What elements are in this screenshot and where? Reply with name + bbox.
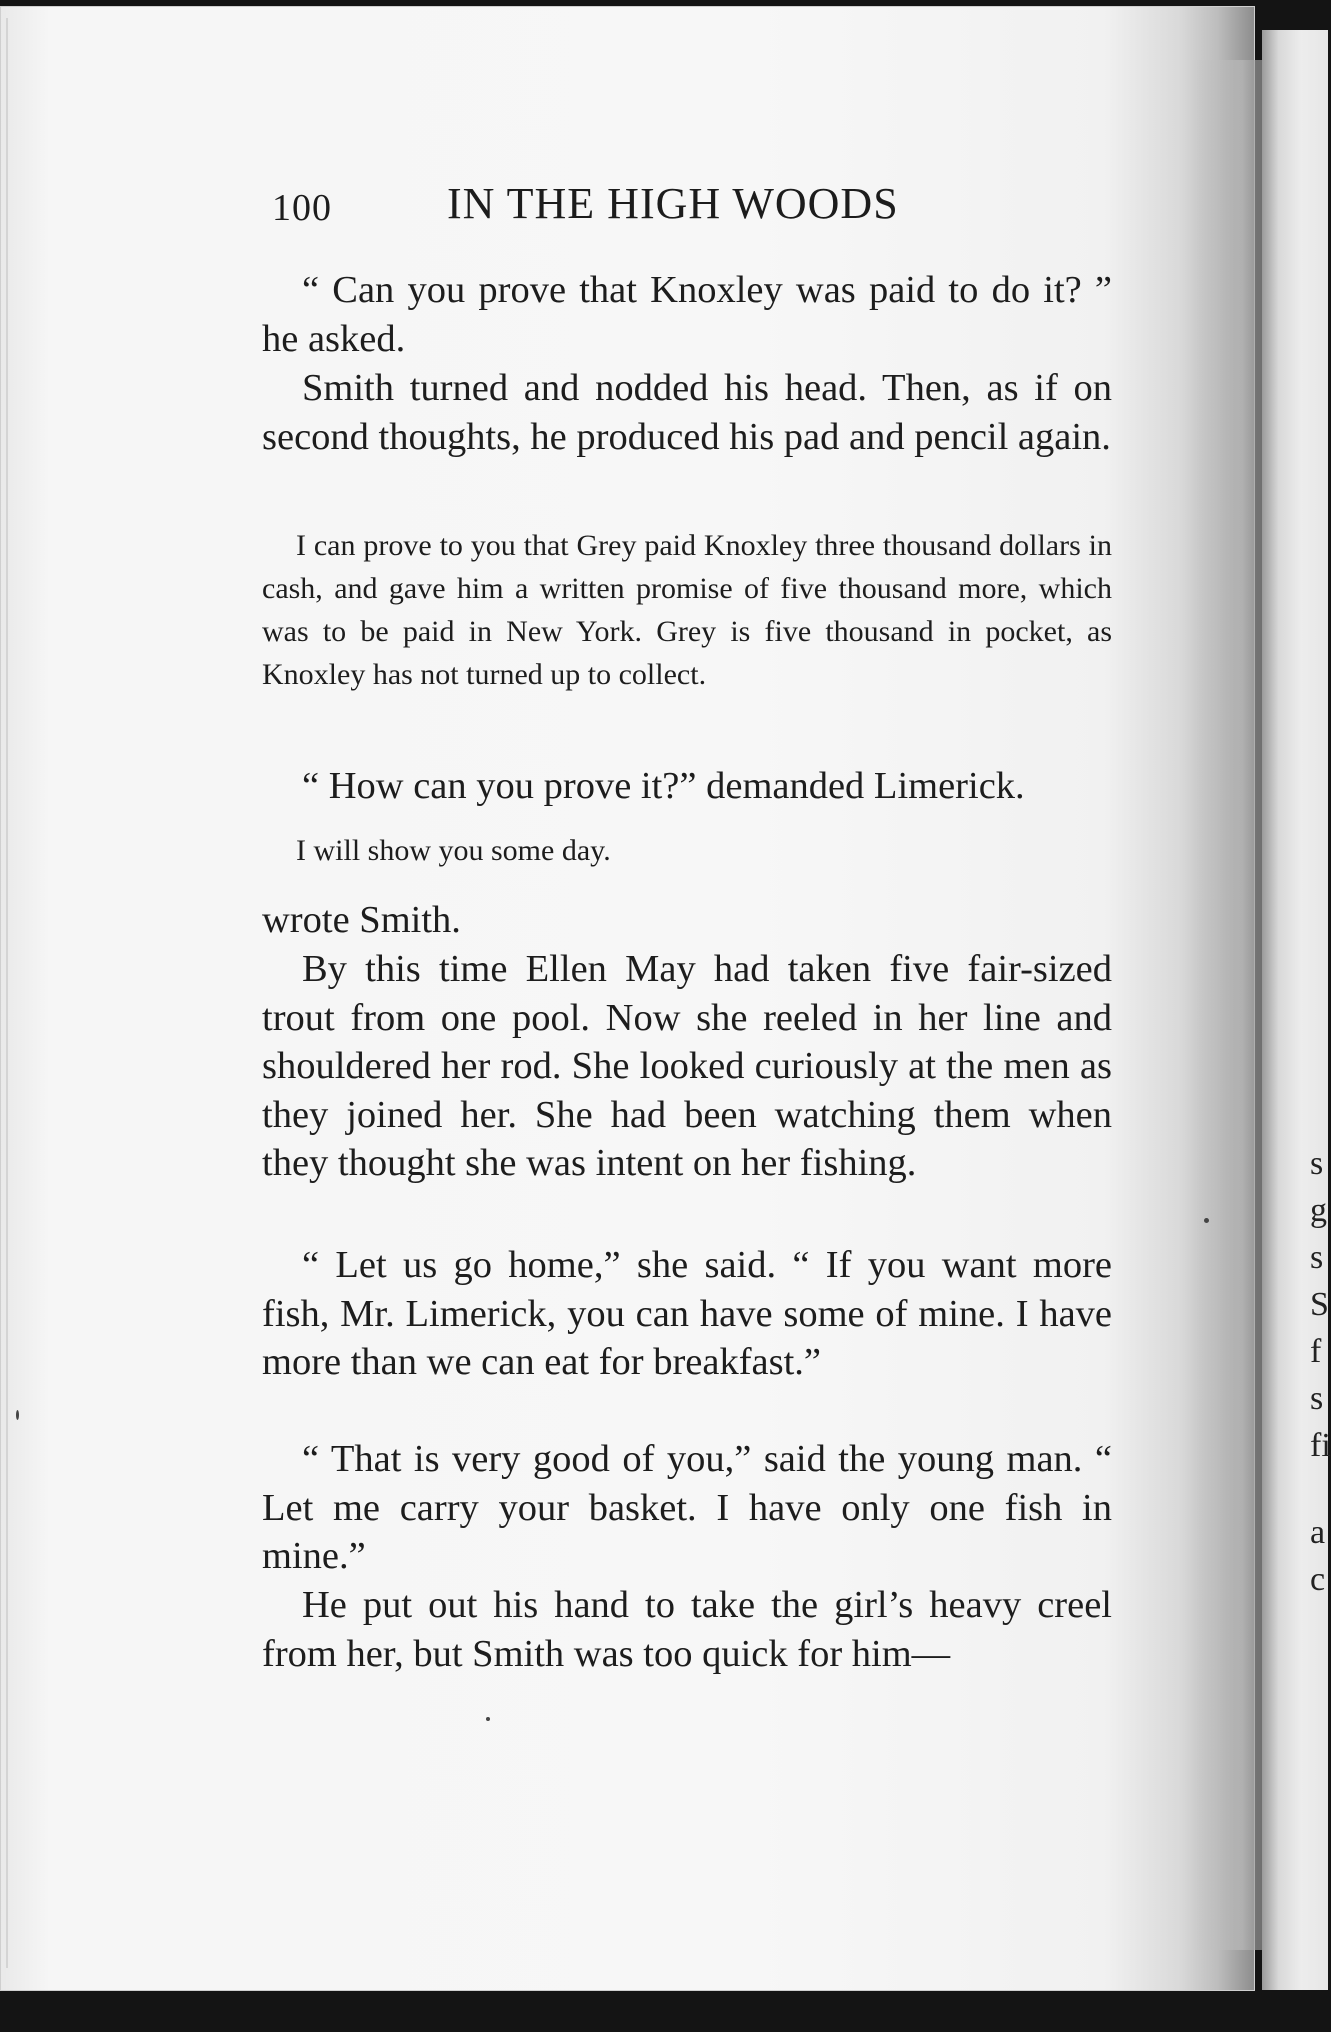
page-edge: [6, 18, 8, 1968]
paragraph-1: “ Can you prove that Knoxley was paid to do it? ” he asked.: [262, 269, 1112, 360]
paragraph-8: He put out his hand to take the girl’s heavy creel from her, but Smith was too quick for him—: [262, 1584, 1112, 1675]
paper-speck: [1204, 1218, 1209, 1223]
paragraph-6: “ Let us go home,” she said. “ If you want more fish, Mr. Limerick, you can have some of mine. I have more than we can eat for breakfast.”: [262, 1244, 1112, 1383]
paper-speck: [16, 1410, 19, 1420]
note-block-2: I will show you some day.: [296, 834, 611, 867]
adjacent-letter: s: [1310, 1380, 1324, 1417]
paper-speck: [486, 1717, 490, 1721]
paragraph-2: Smith turned and nodded his head. Then, as if on second thoughts, he produced his pad and pencil again.: [262, 367, 1112, 458]
adjacent-letter: c: [1310, 1561, 1326, 1598]
adjacent-letter: s: [1310, 1239, 1324, 1276]
paragraph-5: By this time Ellen May had taken five fair-sized trout from one pool. Now she reeled in her line and shouldered her rod. She looked curiously at the men as they joined her. She had been watching them when they thought she was intent on her fishing.: [262, 948, 1112, 1184]
paragraph-4: wrote Smith.: [262, 899, 461, 941]
adjacent-letter: a: [1310, 1514, 1326, 1551]
running-head: IN THE HIGH WOODS: [447, 179, 899, 228]
page-header: [272, 178, 1122, 238]
adjacent-page-letters: [1310, 1140, 1331, 1603]
page-number: 100: [272, 187, 332, 229]
note-block-1: I can prove to you that Grey paid Knoxley three thousand dollars in cash, and gave him a written promise of five thousand more, which was to be paid in New York. Grey is five thousand in pocket, as Knoxley has not turned up to collect.: [262, 529, 1112, 691]
adjacent-letter: g: [1310, 1192, 1327, 1229]
adjacent-letter: f: [1310, 1333, 1322, 1370]
adjacent-page-edge: [1262, 30, 1331, 1990]
adjacent-letter: s: [1310, 1145, 1324, 1182]
adjacent-letter: S: [1310, 1286, 1329, 1323]
paragraph-7: “ That is very good of you,” said the young man. “ Let me carry your basket. I have only one fish in mine.”: [262, 1438, 1112, 1577]
adjacent-letter: fi: [1310, 1427, 1331, 1464]
paragraph-3: “ How can you prove it?” demanded Limerick.: [302, 765, 1025, 807]
